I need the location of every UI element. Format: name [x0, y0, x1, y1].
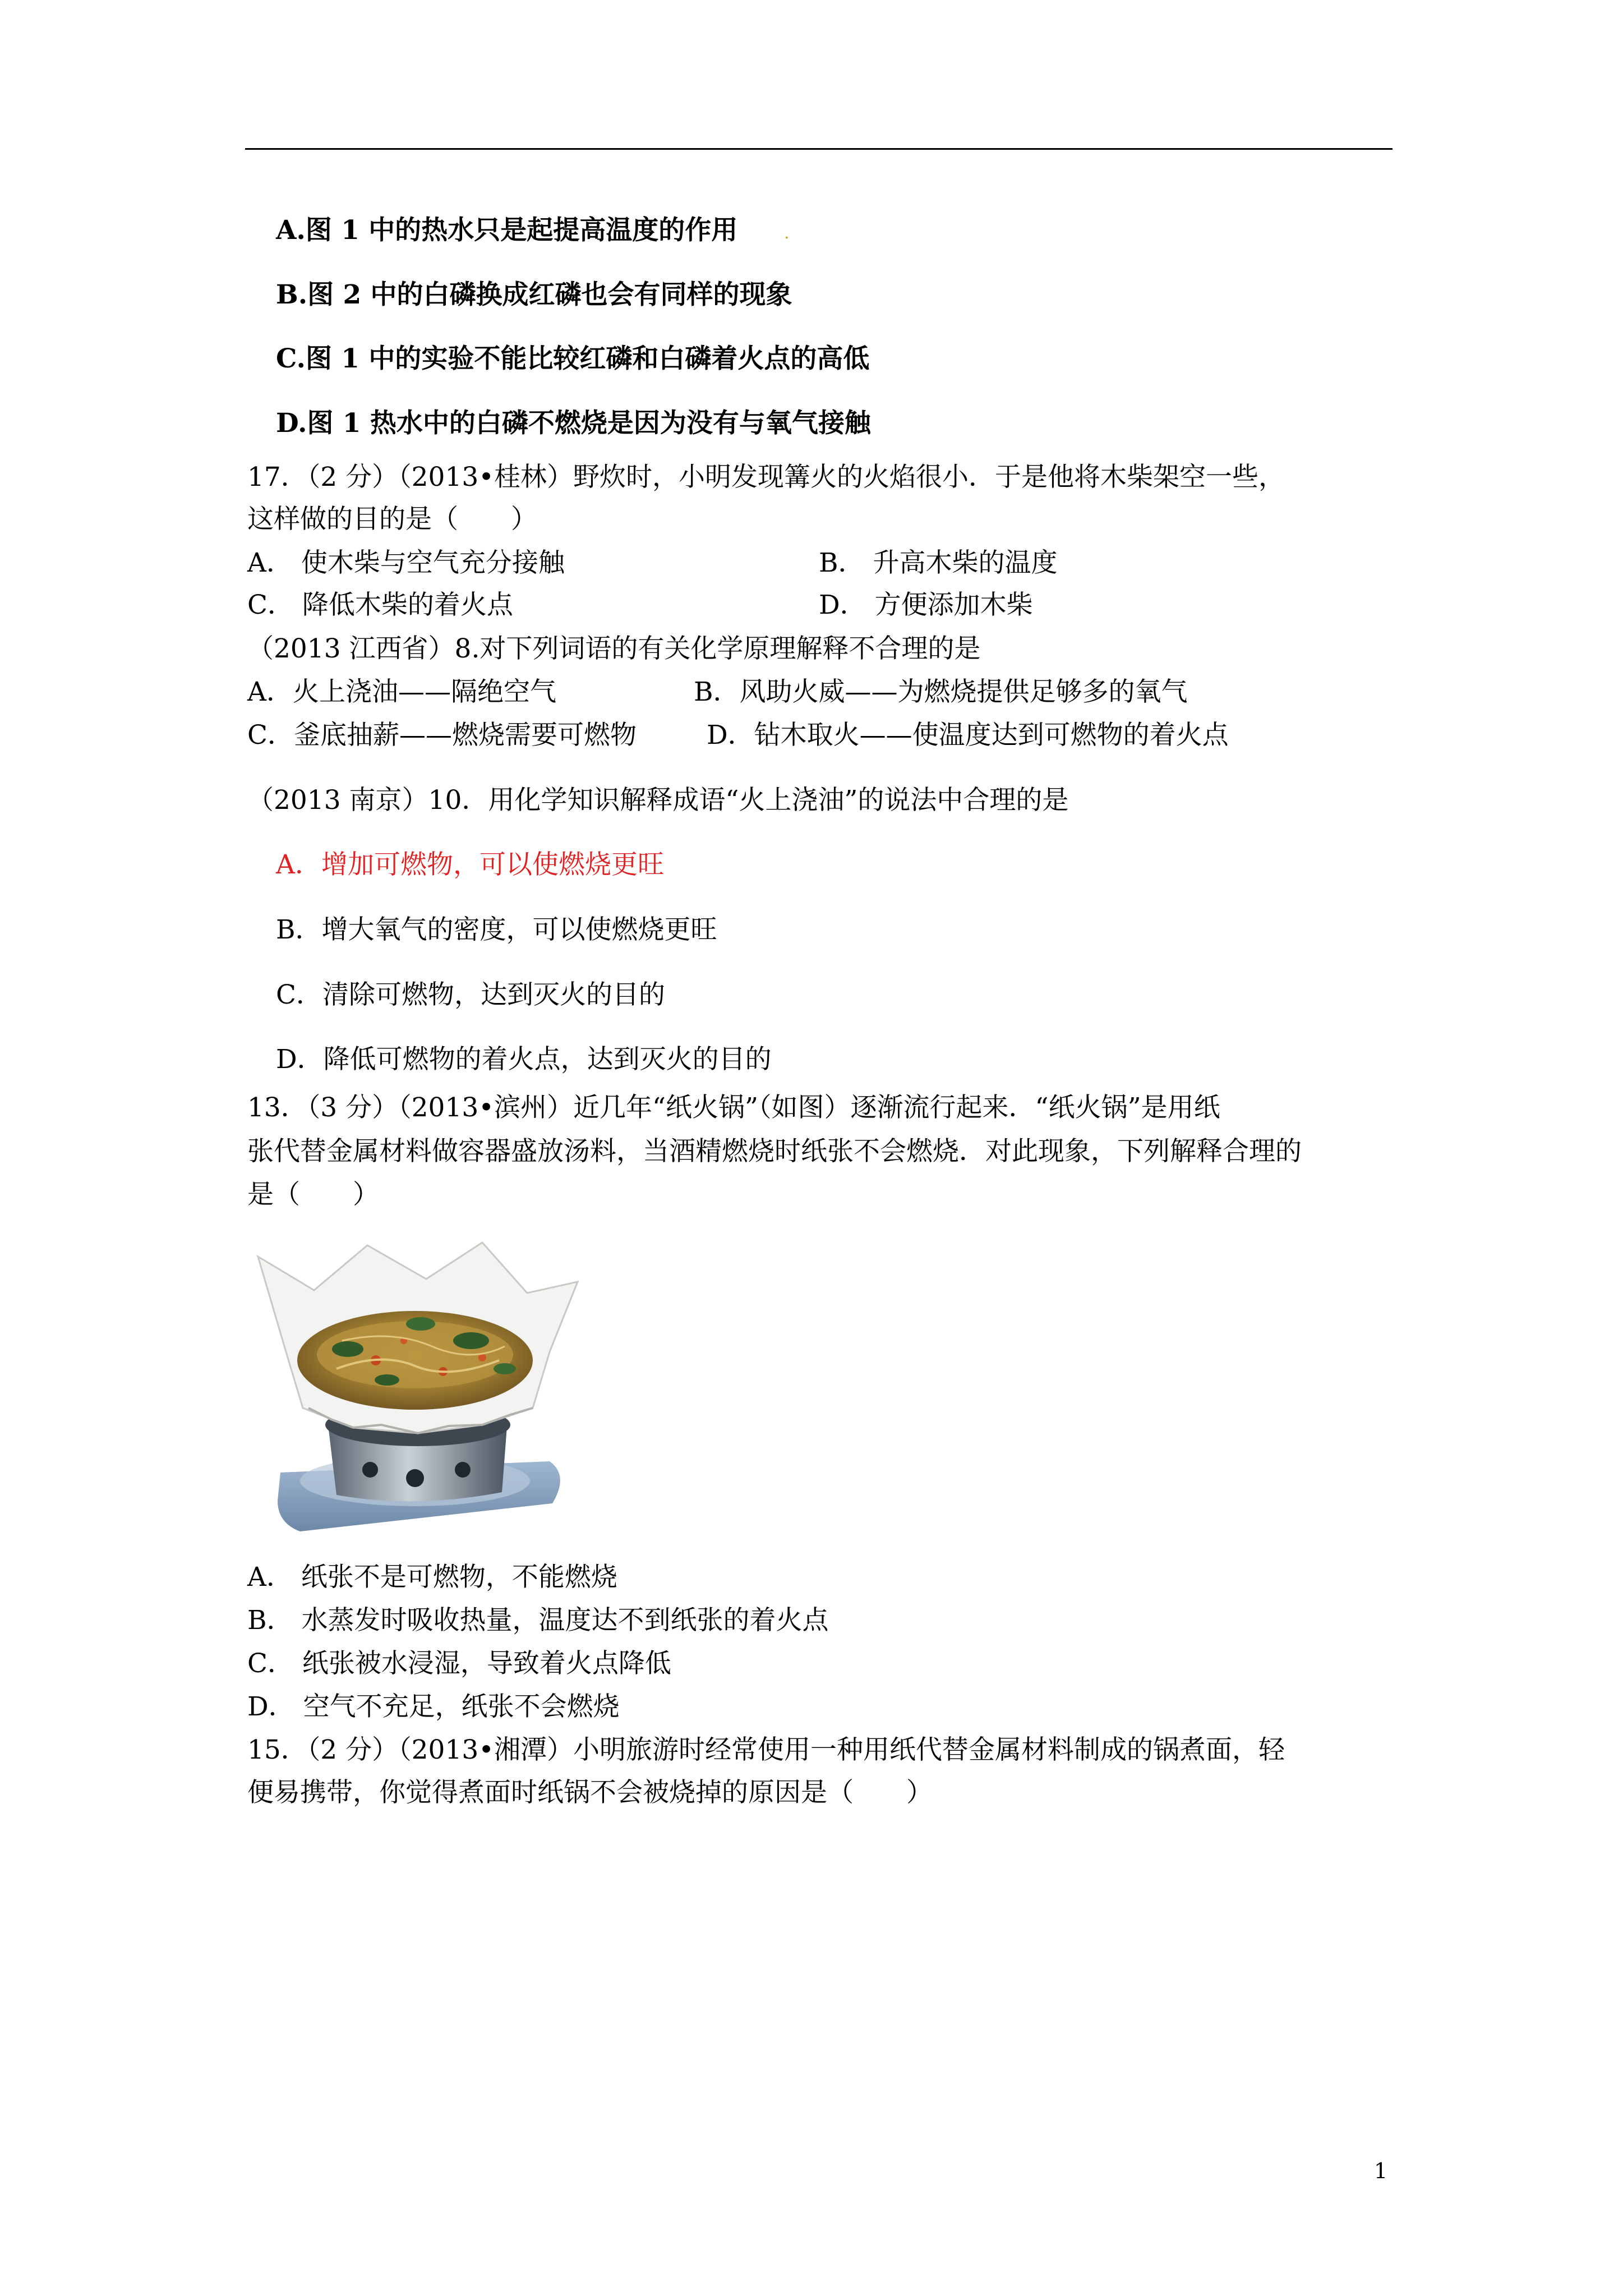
q17-option-c: C． 降低木柴的着火点 — [247, 590, 513, 620]
q16-option-a: A.图 1 中的热水只是起提高温度的作用 — [276, 215, 738, 246]
jiangxi-option-c: C．釜底抽薪——燃烧需要可燃物 — [247, 720, 637, 751]
q13-option-b: B． 水蒸发时吸收热量，温度达不到纸张的着火点 — [247, 1605, 829, 1636]
dot-mark: . — [784, 223, 790, 243]
q13-option-c: C． 纸张被水浸湿，导致着火点降低 — [247, 1648, 671, 1679]
q16-option-d: D.图 1 热水中的白磷不燃烧是因为没有与氧气接触 — [276, 408, 871, 439]
q15-stem-line1: 15．（2 分）（2013•湘潭）小明旅游时经常使用一种用纸代替金属材料制成的锅煮面，轻 — [247, 1734, 1285, 1765]
nanjing-option-c: C．清除可燃物，达到灭火的目的 — [276, 979, 665, 1010]
q13-stem-line1: 13．（3 分）（2013•滨州）近几年“纸火锅”（如图）逐渐流行起来．“纸火锅”是用纸 — [247, 1092, 1220, 1123]
q13-option-a: A． 纸张不是可燃物，不能燃烧 — [247, 1562, 617, 1593]
q15-stem-line2: 便易携带，你觉得煮面时纸锅不会被烧掉的原因是（ ） — [247, 1777, 933, 1808]
paper-hotpot-photo-icon — [247, 1240, 583, 1543]
q17-option-b: B． 升高木柴的温度 — [819, 547, 1058, 578]
page-number: 1 — [1374, 2159, 1388, 2183]
q13-stem-line3: 是（ ） — [247, 1179, 379, 1210]
nanjing-option-a-answer: A．增加可燃物，可以使燃烧更旺 — [276, 849, 664, 880]
q17-option-a: A． 使木柴与空气充分接触 — [247, 547, 565, 578]
nanjing-option-d: D．降低可燃物的着火点，达到灭火的目的 — [276, 1044, 772, 1075]
q13-option-d: D． 空气不充足，纸张不会燃烧 — [247, 1691, 620, 1722]
q17-stem-line2: 这样做的目的是（ ） — [247, 504, 537, 535]
header-rule — [245, 148, 1393, 150]
q16-option-b: B.图 2 中的白磷换成红磷也会有同样的现象 — [276, 279, 792, 310]
nanjing-stem: （2013 南京）10．用化学知识解释成语“火上浇油”的说法中合理的是 — [247, 785, 1069, 816]
jiangxi-option-d: D．钻木取火——使温度达到可燃物的着火点 — [707, 720, 1229, 751]
jiangxi-stem: （2013 江西省）8.对下列词语的有关化学原理解释不合理的是 — [247, 633, 981, 664]
q17-option-d: D． 方便添加木柴 — [819, 590, 1033, 620]
q16-option-c: C.图 1 中的实验不能比较红磷和白磷着火点的高低 — [276, 343, 870, 374]
q13-stem-line2: 张代替金属材料做容器盛放汤料，当酒精燃烧时纸张不会燃烧．对此现象，下列解释合理的 — [247, 1136, 1302, 1167]
jiangxi-option-b: B．风助火威——为燃烧提供足够多的氧气 — [694, 677, 1188, 707]
nanjing-option-b: B．增大氧气的密度，可以使燃烧更旺 — [276, 914, 717, 945]
q17-stem-line1: 17．（2 分）（2013•桂林）野炊时，小明发现篝火的火焰很小．于是他将木柴架空一些， — [247, 462, 1285, 493]
jiangxi-option-a: A．火上浇油——隔绝空气 — [247, 677, 556, 707]
